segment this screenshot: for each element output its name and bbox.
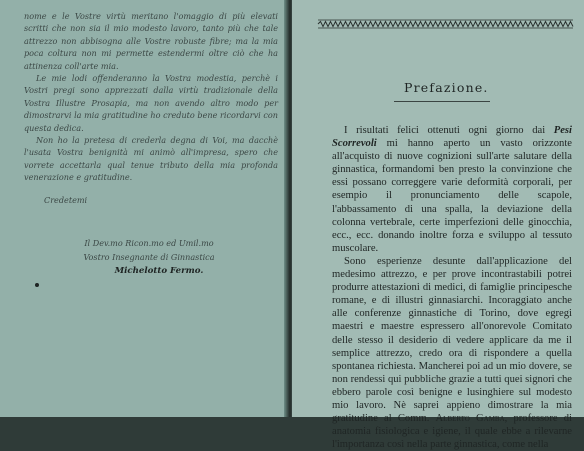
dedication-paragraph-1: nome e le Vostre virtù meritano l'omaggio di più elevati scritti che non sia il mio modesto lavoro, tanto più che tale attrezzo non abbisogna alle Vostre robuste fibre; ma la mia poca coltura non mi permette estendermi oltre ciò che ha attinenza coll'arte mia. bbox=[24, 11, 278, 71]
dedication-text bbox=[24, 10, 278, 206]
heading-underline bbox=[394, 101, 490, 102]
person-name-alberto-gamba: Alberto Gamba bbox=[435, 413, 505, 425]
preface-paragraph-1 bbox=[332, 124, 572, 255]
preface-text-span: , professore di anatomia fisiologica e igiene, il quale ebbe a rilevarne l'importanza così nella parte ginnastica, come nella bbox=[332, 413, 572, 451]
pesi-scorrevoli-term: Pesi Scorrevoli bbox=[332, 125, 572, 150]
signature-line-1: Il Dev.mo Ricon.mo ed Umil.mo bbox=[84, 238, 214, 248]
preface-text bbox=[332, 124, 572, 451]
left-page bbox=[0, 0, 288, 417]
dedication-paragraph-3: Non ho la pretesa di crederla degna di Voi, ma dacchè l'usata Vostra benignità mi animò all'impresa, spero che vorrete accettarla qual tenue tributo della mia profonda venerazione e gratitudine. bbox=[24, 135, 278, 183]
preface-text-span: I risultati felici ottenuti ogni giorno dai bbox=[344, 125, 554, 136]
zigzag-ornament-path bbox=[318, 22, 573, 27]
preface-text-span: Sono esperienze desunte dall'applicazione del medesimo attrezzo, e per prove incontrastabili potrei produrre attestazioni di medici, di famiglie principesche romane, e di illustri ginnasiarchi. Incoraggiato anche alle conferenze ginnastiche di Torino, dove egregi maestri e maestre espressero all'onorevole Comitato delle stesso il desiderio di vedere applicare da me il semplice attrezzo, credo ora di rispondere a quella spontanea richiesta. Mancherei poi ad un mio dovere, se non rendessi qui pubbliche grazie a tutti quei signori che ebbero parole così benigne e lusinghiere sul modesto mio lavoro. Nè saprei appieno dimostrare la mia gratitudine al Comm. bbox=[332, 255, 572, 425]
decorative-border-ornament bbox=[318, 19, 573, 29]
signature-name: Michelotto Fermo. bbox=[114, 266, 204, 276]
preface-paragraph-2 bbox=[332, 255, 572, 451]
dedication-paragraph-2: Le mie lodi offenderanno la Vostra modestia, perchè i Vostri pregi sono apprezzati dalla virtù tradizionale della Vostra Illustre Prosapia, ma non avendo altro modo per dimostrarvi la mia gratitudine ho creduto bene ricordarvi con questa dedica. bbox=[24, 73, 278, 133]
ink-dot bbox=[35, 283, 39, 287]
preface-text-span: mi hanno aperto un vasto orizzonte all'acquisto di nuove cognizioni sull'arte salutare della ginnastica, formandomi ben presto la convinzione che essi possano correggere varie deformità corporali, per esempio il pronunciamento delle scapole, l'abbassamento di una spalla, la deviazione della colonna vertebrale, certe imperfezioni delle ginocchia, ecc., ecc. donando inoltre forza e sviluppo al tessuto muscolare. bbox=[332, 138, 572, 254]
signature-line-2: Vostro Insegnante di Ginnastica bbox=[83, 252, 215, 262]
page-heading: Prefazione. bbox=[404, 80, 489, 95]
closing-salutation: Credetemi bbox=[44, 194, 88, 205]
